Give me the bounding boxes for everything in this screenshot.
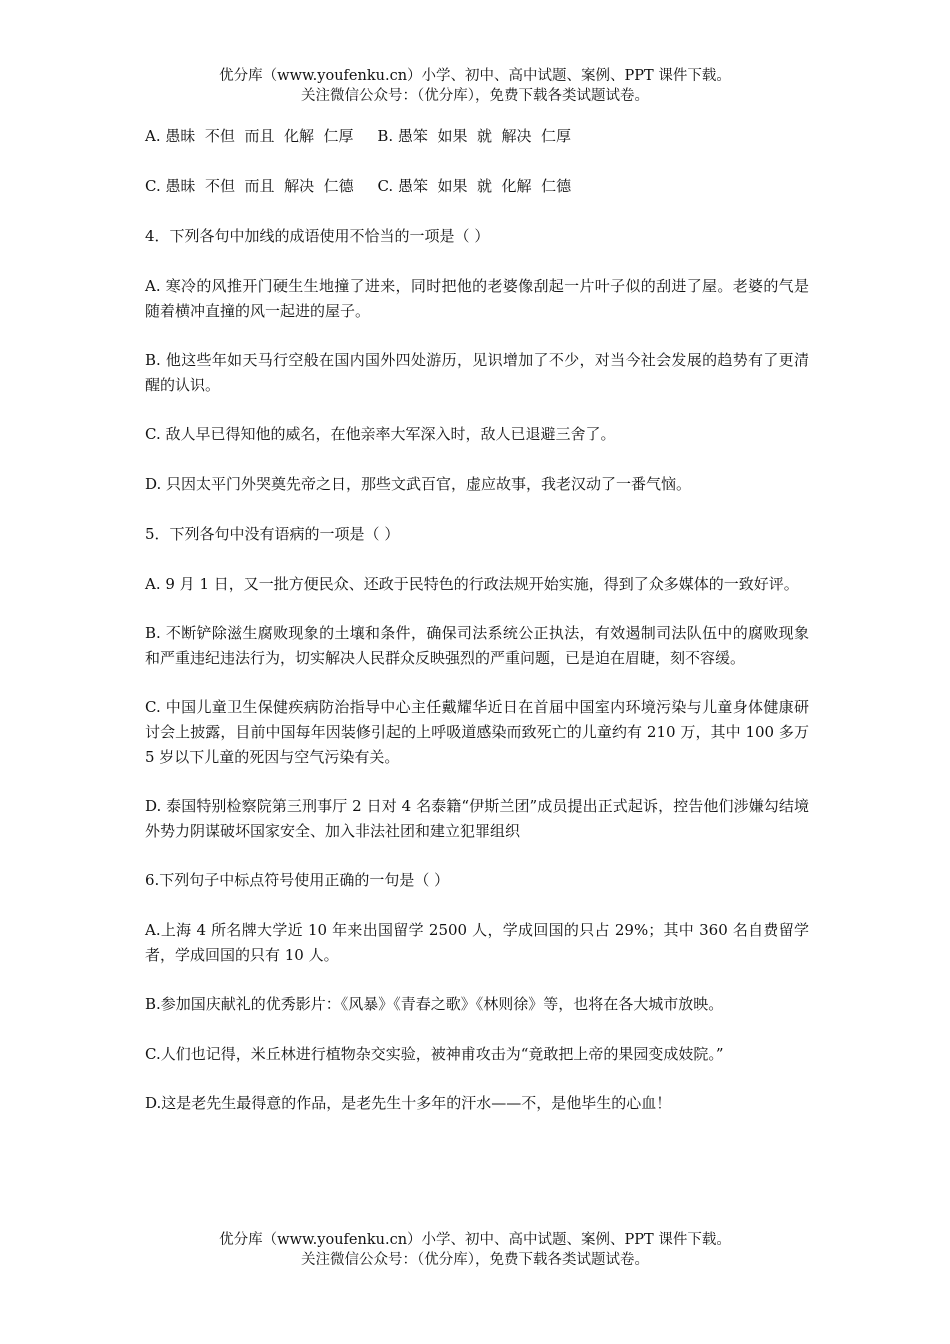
page-header (0, 66, 950, 106)
q6-option-d: D.这是老先生最得意的作品，是老先生十多年的汗水——不，是他毕生的心血！ (145, 1094, 672, 1112)
q5-option-d: D. 泰国特别检察院第三刑事厅 2 日对 4 名泰籍“伊斯兰团”成员提出正式起诉，控告他们涉嫌勾结境外势力阴谋破坏国家安全、加入非法社团和建立犯罪组织 (145, 797, 809, 840)
q6-option-a: A.上海 4 所名牌大学近 10 年来出国留学 2500 人，学成回国的只占 29%；其中 360 名自费留学者，学成回国的只有 10 人。 (145, 921, 809, 964)
q3-options-row-1: A. 愚昧 不但 而且 化解 仁厚 B. 愚笨 如果 就 解决 仁厚 (145, 127, 572, 145)
header-line-1: 优分库（www.youfenku.cn）小学、初中、高中试题、案例、PPT 课件下载。 (219, 68, 731, 84)
q4-option-d: D. 只因太平门外哭奠先帝之日，那些文武百官，虚应故事，我老汉动了一番气恼。 (145, 475, 692, 493)
q4-option-b: B. 他这些年如天马行空般在国内国外四处游历，见识增加了不少，对当今社会发展的趋势有了更清醒的认识。 (145, 351, 809, 394)
q4-stem: 4．下列各句中加线的成语使用不恰当的一项是（ ） (145, 227, 490, 245)
footer-line-2: 关注微信公众号：（优分库），免费下载各类试题试卷。 (301, 1252, 649, 1268)
q5-stem: 5．下列各句中没有语病的一项是（ ） (145, 525, 400, 543)
q3-options-row-2: C. 愚昧 不但 而且 解决 仁德 C. 愚笨 如果 就 化解 仁德 (145, 177, 572, 195)
q6-option-c: C.人们也记得，米丘林进行植物杂交实验，被神甫攻击为“竟敢把上帝的果园变成妓院。” (145, 1045, 724, 1063)
q6-stem: 6.下列句子中标点符号使用正确的一句是（ ） (145, 871, 450, 889)
page-footer (0, 1230, 950, 1270)
q4-option-c: C. 敌人早已得知他的威名，在他亲率大军深入时，敌人已退避三舍了。 (145, 425, 616, 443)
document-body (145, 124, 809, 1140)
header-line-2: 关注微信公众号：（优分库），免费下载各类试题试卷。 (301, 88, 649, 104)
q5-option-c: C. 中国儿童卫生保健疾病防治指导中心主任戴耀华近日在首届中国室内环境污染与儿童身体健康研讨会上披露，目前中国每年因装修引起的上呼吸道感染而致死亡的儿童约有 210 万，其中 100 多万 5 岁以下儿童的死因与空气污染有关。 (145, 698, 809, 766)
q5-option-b: B. 不断铲除滋生腐败现象的土壤和条件，确保司法系统公正执法，有效遏制司法队伍中的腐败现象和严重违纪违法行为，切实解决人民群众反映强烈的严重问题，已是迫在眉睫，刻不容缓。 (145, 624, 809, 667)
q4-option-a: A. 寒冷的风推开门硬生生地撞了进来，同时把他的老婆像刮起一片叶子似的刮进了屋。老婆的气是随着横冲直撞的风一起进的屋子。 (145, 277, 809, 320)
footer-line-1: 优分库（www.youfenku.cn）小学、初中、高中试题、案例、PPT 课件下载。 (219, 1232, 731, 1248)
q6-option-b: B.参加国庆献礼的优秀影片：《风暴》《青春之歌》《林则徐》等，也将在各大城市放映。 (145, 995, 724, 1013)
q5-option-a: A. 9 月 1 日，又一批方便民众、还政于民特色的行政法规开始实施，得到了众多媒体的一致好评。 (145, 575, 799, 593)
